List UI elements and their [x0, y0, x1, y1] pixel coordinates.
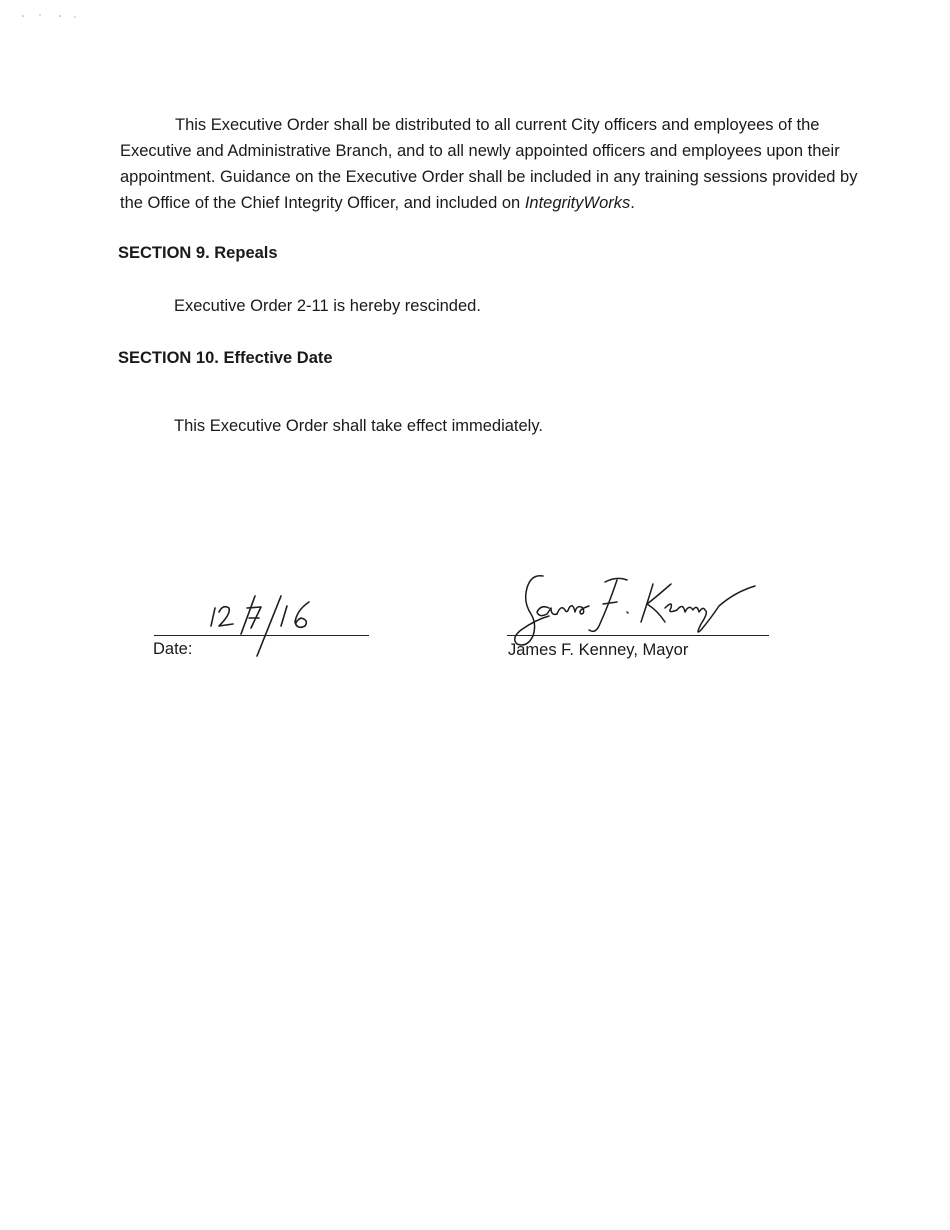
mayor-signature-block [505, 568, 775, 678]
date-signature-block [150, 590, 375, 670]
date-line [154, 635, 369, 636]
integrityworks-reference: IntegrityWorks [524, 194, 631, 212]
section-9-body: Executive Order 2-11 is hereby rescinded. [174, 297, 481, 315]
distribution-text: This Executive Order shall be distributed to all current City officers and employees of the Executive and Administrative Branch, and to all newly appointed officers and employees upon their appointment. Guidance on the Executive Order shall be included in any training sessions provided by the Office of the Chief Integrity Officer, and included on [120, 116, 858, 212]
handwritten-date [205, 590, 335, 660]
section-9-heading: SECTION 9. Repeals [118, 244, 278, 262]
date-label: Date: [153, 640, 193, 658]
section-10-body: This Executive Order shall take effect immediately. [174, 417, 543, 435]
distribution-paragraph: This Executive Order shall be distributed to all current City officers and employees of the Executive and Administrative Branch, and to all newly appointed officers and employees upon their appointment. Guidance on the Executive Order shall be included in any training sessions provided by the Office of the Chief Integrity Officer, and included on IntegrityWorks. [120, 116, 858, 212]
mayor-signature [505, 568, 765, 678]
scan-specks [20, 12, 90, 22]
mayor-name-title: James F. Kenney, Mayor [508, 641, 689, 659]
mayor-signature-line [507, 635, 769, 636]
section-10-heading: SECTION 10. Effective Date [118, 349, 333, 367]
